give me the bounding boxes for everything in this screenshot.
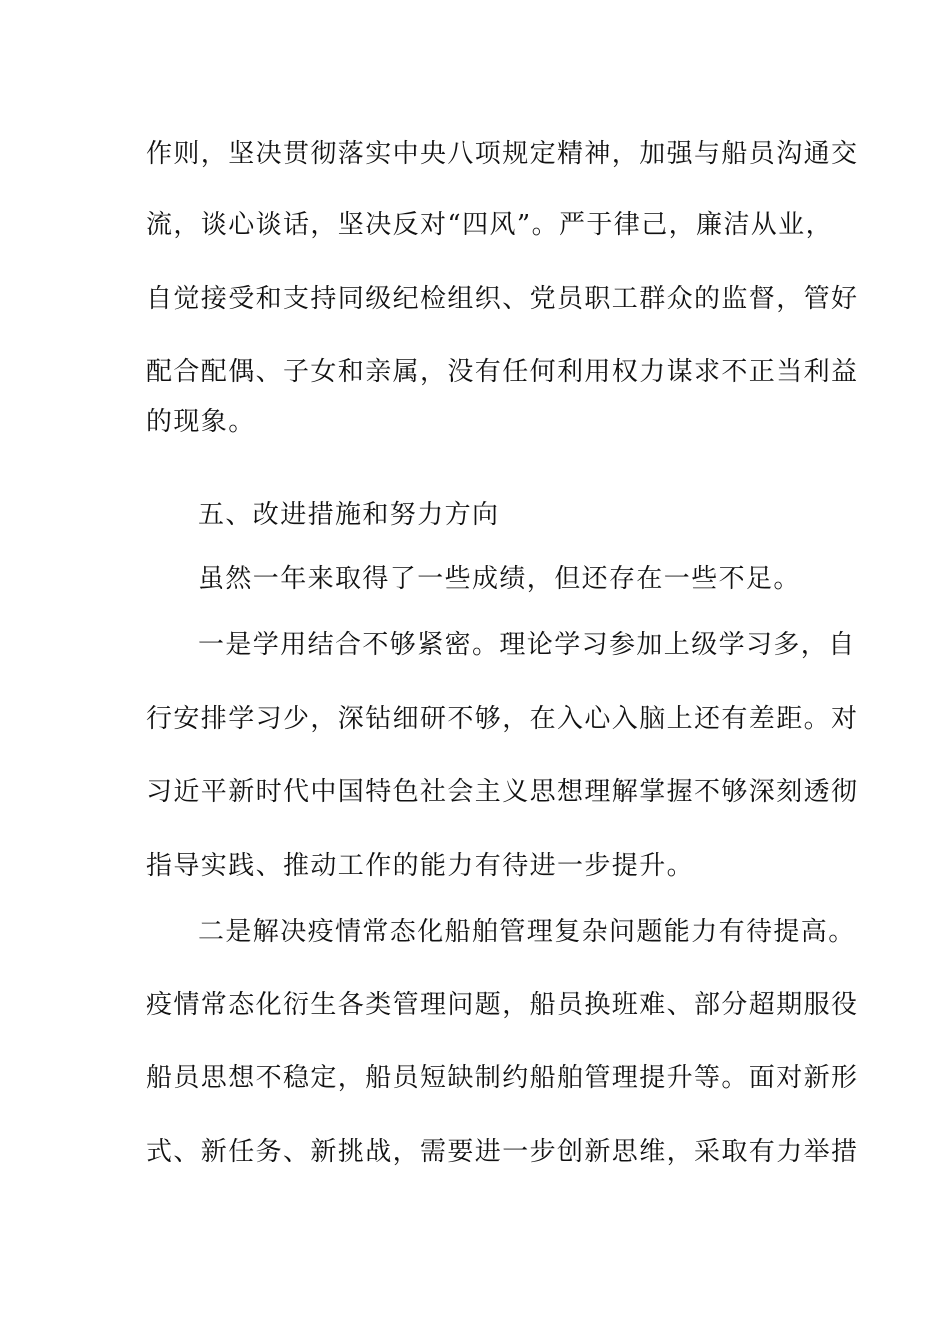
paragraph-line: 虽然一年来取得了一些成绩，但还存在一些不足。 bbox=[198, 564, 801, 594]
paragraph-line: 流，谈心谈话，坚决反对“四风”。严于律己，廉洁从业， bbox=[146, 210, 833, 240]
paragraph-line: 二是解决疫情常态化船舶管理复杂问题能力有待提高。 bbox=[198, 917, 856, 947]
paragraph-line: 行安排学习少，深钻细研不够，在入心入脑上还有差距。对 bbox=[146, 704, 859, 734]
paragraph-line: 作则，坚决贯彻落实中央八项规定精神，加强与船员沟通交 bbox=[146, 139, 859, 169]
paragraph-line: 疫情常态化衍生各类管理问题，船员换班难、部分超期服役 bbox=[146, 990, 859, 1020]
paragraph-line: 一是学用结合不够紧密。理论学习参加上级学习多，自 bbox=[198, 630, 856, 660]
paragraph-line: 自觉接受和支持同级纪检组织、党员职工群众的监督，管好 bbox=[146, 284, 859, 314]
paragraph-line: 配合配偶、子女和亲属，没有任何利用权力谋求不正当利益 bbox=[146, 357, 859, 387]
paragraph-line: 指导实践、推动工作的能力有待进一步提升。 bbox=[146, 851, 695, 881]
paragraph-line: 习近平新时代中国特色社会主义思想理解掌握不够深刻透彻 bbox=[146, 777, 859, 807]
paragraph-line: 船员思想不稳定，船员短缺制约船舶管理提升等。面对新形 bbox=[146, 1063, 859, 1093]
section-heading: 五、改进措施和努力方向 bbox=[198, 500, 500, 530]
paragraph-line: 的现象。 bbox=[146, 407, 256, 437]
paragraph-line: 式、新任务、新挑战，需要进一步创新思维，采取有力举措 bbox=[146, 1137, 859, 1167]
